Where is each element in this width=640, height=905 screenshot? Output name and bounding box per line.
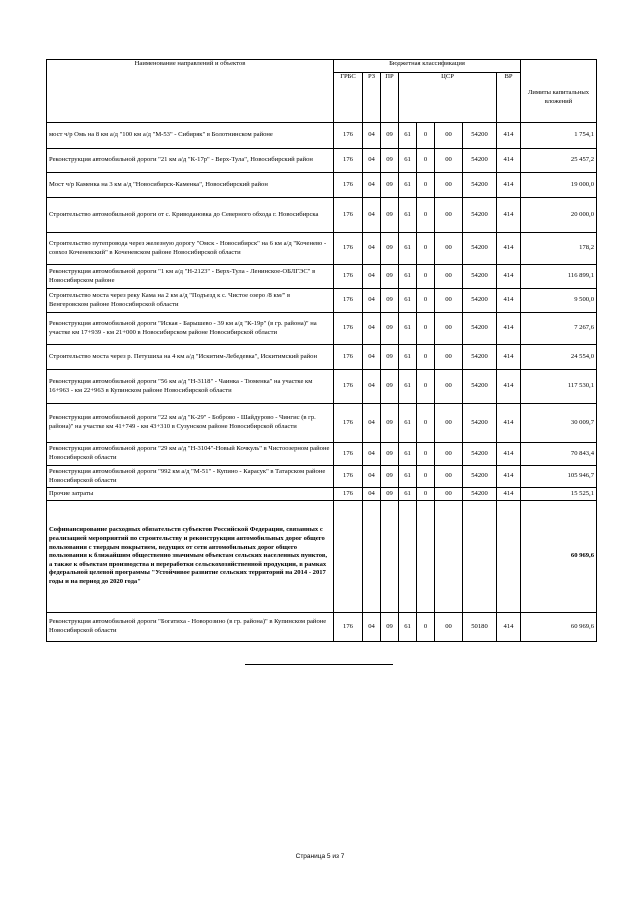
- row-pr: 09: [381, 443, 399, 466]
- row-grbs: 176: [334, 265, 363, 289]
- page-number: Страница 5 из 7: [295, 853, 345, 860]
- row-grbs: 176: [334, 289, 363, 313]
- row-grbs: 176: [334, 173, 363, 198]
- table-row: [47, 370, 597, 404]
- row-pr: 09: [381, 345, 399, 370]
- row-grbs: 176: [334, 123, 363, 149]
- row-name: Строительство моста через реку Кама на 2 км а/д "Подъезд к с. Чистое озеро /8 км/" в Венгеровском районе Новосибирской области: [47, 289, 334, 313]
- table-row: [47, 173, 597, 198]
- row-grbs: 176: [334, 488, 363, 501]
- row-limit: 1 754,1: [521, 123, 597, 149]
- table-row: [47, 265, 597, 289]
- header-name: Наименование направлений и объектов: [47, 60, 334, 123]
- row-c1: 61: [399, 466, 417, 488]
- row-c4: 54200: [463, 466, 497, 488]
- row-c1: 61: [399, 123, 417, 149]
- header-csr: ЦСР: [399, 73, 497, 123]
- row-vr: [497, 501, 521, 613]
- row-c3: 00: [435, 198, 463, 233]
- header-limits: Лимиты капитальных вложений: [521, 60, 597, 123]
- row-rz: 04: [363, 198, 381, 233]
- table-row: [47, 501, 597, 613]
- row-grbs: 176: [334, 149, 363, 173]
- row-pr: 09: [381, 173, 399, 198]
- header-row-top: [47, 60, 597, 73]
- row-c4: 54200: [463, 198, 497, 233]
- row-c4: 54200: [463, 404, 497, 443]
- row-rz: 04: [363, 345, 381, 370]
- row-vr: 414: [497, 123, 521, 149]
- row-vr: 414: [497, 173, 521, 198]
- row-limit: 25 457,2: [521, 149, 597, 173]
- row-c4: 54200: [463, 149, 497, 173]
- row-c4: 50180: [463, 613, 497, 642]
- row-c2: 0: [417, 443, 435, 466]
- row-c3: 00: [435, 123, 463, 149]
- row-name: Реконструкция автомобильной дороги "Богатиха - Новорозино (в гр. района)" в Купинском районе Новосибирской области: [47, 613, 334, 642]
- row-name: Реконструкция автомобильной дороги "56 км а/д "Н-3118" - Чаинка - Тюменка" на участке км 16+963 - км 22+963 в Купинском районе Новосибирской области: [47, 370, 334, 404]
- row-limit: 70 843,4: [521, 443, 597, 466]
- header-budget: Бюджетная классификация: [334, 60, 521, 73]
- row-rz: 04: [363, 466, 381, 488]
- row-c2: 0: [417, 370, 435, 404]
- row-vr: 414: [497, 289, 521, 313]
- row-limit: 7 267,6: [521, 313, 597, 345]
- row-rz: 04: [363, 265, 381, 289]
- row-grbs: 176: [334, 313, 363, 345]
- row-vr: 414: [497, 345, 521, 370]
- row-grbs: 176: [334, 466, 363, 488]
- row-pr: 09: [381, 404, 399, 443]
- row-c4: 54200: [463, 488, 497, 501]
- row-name: Реконструкция автомобильной дороги "21 км а/д "К-17р" - Верх-Тула", Новосибирский район: [47, 149, 334, 173]
- row-c1: 61: [399, 173, 417, 198]
- row-c3: 00: [435, 466, 463, 488]
- row-c3: 00: [435, 613, 463, 642]
- row-name: Реконструкция автомобильной дороги "992 км а/д "М-51" - Купино - Карасук" в Татарском районе Новосибирской области: [47, 466, 334, 488]
- row-name: Реконструкция автомобильной дороги "Иская - Барышево - 39 км а/д "К-19р" (в гр. района)" на участке км 17+939 - км 21+000 в Новосибирском районе Новосибирской области: [47, 313, 334, 345]
- row-limit: 60 969,6: [521, 613, 597, 642]
- row-vr: 414: [497, 198, 521, 233]
- header-rz: РЗ: [363, 73, 381, 123]
- row-vr: 414: [497, 404, 521, 443]
- row-c2: 0: [417, 198, 435, 233]
- row-name: Софинансирование расходных обязательств субъектов Российской Федерации, связанных с реализацией мероприятий по строительству и реконструкции автомобильных дорог общего пользования с твердым покрытием, ведущих от сети автомобильных дорог общего пользования к ближайшим общественно значимым объектам сельских населенных пунктов, а также к объектам производства и переработки сельскохозяйственной продукции, в рамках федеральной целевой программы "Устойчивое развитие сельских территорий на 2014 - 2017 годы и на период до 2020 года": [47, 501, 334, 613]
- row-c3: 00: [435, 149, 463, 173]
- table-row: [47, 404, 597, 443]
- row-name: Реконструкция автомобильной дороги "1 км а/д "Н-2123" - Верх-Тула - Ленинское-ОБЛГЭС" в Новосибирском районе: [47, 265, 334, 289]
- row-rz: 04: [363, 173, 381, 198]
- row-rz: 04: [363, 404, 381, 443]
- row-name: Реконструкция автомобильной дороги "22 км а/д "К-29" - Боброво - Шайдурово - Чингис (в гр. района)" на участке км 41+749 - км 43+310 в Сузунском районе Новосибирской области: [47, 404, 334, 443]
- row-c3: 00: [435, 404, 463, 443]
- row-c2: 0: [417, 488, 435, 501]
- budget-table: [46, 59, 597, 642]
- row-c1: 61: [399, 265, 417, 289]
- row-rz: 04: [363, 613, 381, 642]
- row-c1: 61: [399, 233, 417, 265]
- row-rz: 04: [363, 149, 381, 173]
- row-c4: 54200: [463, 289, 497, 313]
- row-c4: 54200: [463, 173, 497, 198]
- row-c1: 61: [399, 488, 417, 501]
- row-rz: 04: [363, 488, 381, 501]
- row-pr: 09: [381, 313, 399, 345]
- table-row: [47, 443, 597, 466]
- row-name: Строительство моста через р. Петушиха на 4 км а/д "Искитим-Лебедевка", Искитимский район: [47, 345, 334, 370]
- row-c3: 00: [435, 289, 463, 313]
- row-c4: 54200: [463, 233, 497, 265]
- row-name: Реконструкция автомобильной дороги "29 км а/д "Н-3104"-Новый Кочкуль" в Чистоозерном районе Новосибирской области: [47, 443, 334, 466]
- row-c4: 54200: [463, 313, 497, 345]
- row-c4: [463, 501, 497, 613]
- row-vr: 414: [497, 466, 521, 488]
- table-row: [47, 123, 597, 149]
- row-pr: 09: [381, 466, 399, 488]
- table-row: [47, 198, 597, 233]
- table-row: [47, 149, 597, 173]
- row-pr: 09: [381, 198, 399, 233]
- row-c2: 0: [417, 345, 435, 370]
- row-limit: 105 946,7: [521, 466, 597, 488]
- table-row: [47, 313, 597, 345]
- row-c3: 00: [435, 488, 463, 501]
- row-vr: 414: [497, 488, 521, 501]
- table-row: [47, 345, 597, 370]
- row-limit: 19 000,0: [521, 173, 597, 198]
- row-c4: 54200: [463, 370, 497, 404]
- row-limit: 117 530,1: [521, 370, 597, 404]
- row-c1: 61: [399, 289, 417, 313]
- row-c3: 00: [435, 313, 463, 345]
- row-pr: 09: [381, 289, 399, 313]
- row-vr: 414: [497, 313, 521, 345]
- row-c2: 0: [417, 123, 435, 149]
- row-grbs: 176: [334, 345, 363, 370]
- row-c4: 54200: [463, 265, 497, 289]
- table-row: [47, 289, 597, 313]
- row-vr: 414: [497, 613, 521, 642]
- separator-line: [245, 664, 393, 665]
- row-vr: 414: [497, 443, 521, 466]
- row-limit: 60 969,6: [521, 501, 597, 613]
- row-name: мост ч/р Омь на 8 км а/д "100 км а/д "М-53" - Сибиряк" в Болотнинском районе: [47, 123, 334, 149]
- row-rz: 04: [363, 233, 381, 265]
- row-c1: 61: [399, 198, 417, 233]
- row-vr: 414: [497, 149, 521, 173]
- row-grbs: 176: [334, 370, 363, 404]
- row-c3: 00: [435, 370, 463, 404]
- row-grbs: [334, 501, 363, 613]
- row-c2: 0: [417, 233, 435, 265]
- row-c1: 61: [399, 149, 417, 173]
- row-c1: 61: [399, 613, 417, 642]
- row-c3: [435, 501, 463, 613]
- row-c3: 00: [435, 233, 463, 265]
- row-limit: 15 525,1: [521, 488, 597, 501]
- row-limit: 24 554,0: [521, 345, 597, 370]
- row-c1: 61: [399, 370, 417, 404]
- row-c2: 0: [417, 265, 435, 289]
- row-limit: 116 899,1: [521, 265, 597, 289]
- row-c4: 54200: [463, 345, 497, 370]
- header-grbs: ГРБС: [334, 73, 363, 123]
- table-row: [47, 233, 597, 265]
- row-grbs: 176: [334, 404, 363, 443]
- row-c2: 0: [417, 466, 435, 488]
- row-rz: 04: [363, 123, 381, 149]
- row-rz: 04: [363, 370, 381, 404]
- row-grbs: 176: [334, 443, 363, 466]
- row-rz: 04: [363, 313, 381, 345]
- row-name: Строительство автомобильной дороги от с. Криводановка до Северного обхода г. Новосибирска: [47, 198, 334, 233]
- row-grbs: 176: [334, 233, 363, 265]
- row-c2: 0: [417, 404, 435, 443]
- row-c4: 54200: [463, 443, 497, 466]
- row-c2: 0: [417, 173, 435, 198]
- table-row: [47, 488, 597, 501]
- row-c2: 0: [417, 289, 435, 313]
- row-pr: 09: [381, 370, 399, 404]
- table-row: [47, 466, 597, 488]
- row-c2: 0: [417, 313, 435, 345]
- row-name: Строительство путепровода через железную дорогу "Омск - Новосибирск" на 6 км а/д "Коченево - совхоз Коченевский" в Коченевском районе Новосибирской области: [47, 233, 334, 265]
- row-c3: 00: [435, 345, 463, 370]
- row-limit: 9 500,0: [521, 289, 597, 313]
- row-vr: 414: [497, 265, 521, 289]
- row-c2: 0: [417, 149, 435, 173]
- row-pr: [381, 501, 399, 613]
- row-name: Мост ч/р Каменка на 3 км а/д "Новосибирск-Каменка", Новосибирский район: [47, 173, 334, 198]
- row-c1: 61: [399, 345, 417, 370]
- table-row: [47, 613, 597, 642]
- row-vr: 414: [497, 233, 521, 265]
- row-c1: 61: [399, 313, 417, 345]
- header-vr: ВР: [497, 73, 521, 123]
- row-limit: 20 000,0: [521, 198, 597, 233]
- row-c2: [417, 501, 435, 613]
- header-pr: ПР: [381, 73, 399, 123]
- row-c3: 00: [435, 443, 463, 466]
- row-rz: [363, 501, 381, 613]
- row-pr: 09: [381, 123, 399, 149]
- row-pr: 09: [381, 613, 399, 642]
- row-pr: 09: [381, 149, 399, 173]
- row-rz: 04: [363, 443, 381, 466]
- row-c3: 00: [435, 265, 463, 289]
- row-c1: [399, 501, 417, 613]
- row-name: Прочие затраты: [47, 488, 334, 501]
- row-limit: 30 009,7: [521, 404, 597, 443]
- row-pr: 09: [381, 265, 399, 289]
- row-pr: 09: [381, 488, 399, 501]
- row-limit: 178,2: [521, 233, 597, 265]
- row-c2: 0: [417, 613, 435, 642]
- row-c3: 00: [435, 173, 463, 198]
- row-c4: 54200: [463, 123, 497, 149]
- row-rz: 04: [363, 289, 381, 313]
- row-vr: 414: [497, 370, 521, 404]
- row-pr: 09: [381, 233, 399, 265]
- row-c1: 61: [399, 443, 417, 466]
- row-grbs: 176: [334, 613, 363, 642]
- row-c1: 61: [399, 404, 417, 443]
- row-grbs: 176: [334, 198, 363, 233]
